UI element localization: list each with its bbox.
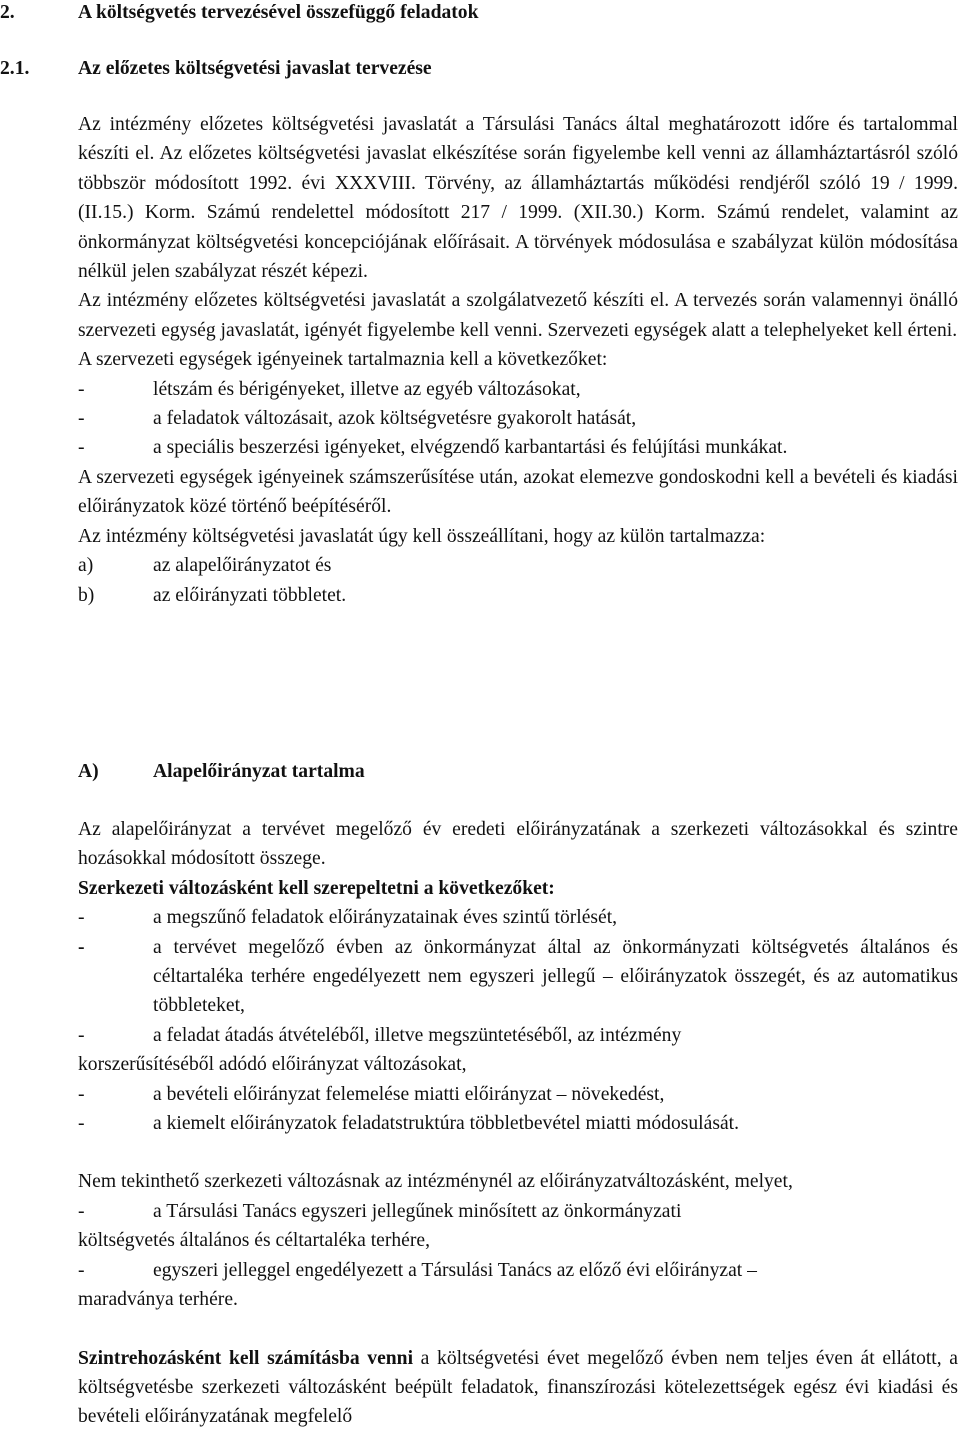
list-dash: - <box>78 1259 85 1281</box>
subsection-letter: A) <box>78 761 99 782</box>
list-item <box>78 1256 958 1315</box>
list-item <box>78 404 958 433</box>
list-item <box>78 933 958 1021</box>
list-item <box>78 1197 958 1256</box>
list-item-continuation: maradványa terhére. <box>78 1289 238 1311</box>
paragraph-requirements: A szervezeti egységek igényeinek tartalmaznia kell a következőket: <box>78 349 608 371</box>
list-item <box>78 375 958 404</box>
list-item-text: a feladatok változásait, azok költségvetésre gyakorolt hatását, <box>153 408 637 430</box>
structural-list <box>78 903 958 1138</box>
list-item-text: létszám és bérigényeket, illetve az egyéb változásokat, <box>153 378 581 400</box>
spacer <box>78 1138 958 1167</box>
paragraph-compilation: Az intézmény költségvetési javaslatát úgy kell összeállítani, hogy az külön tartalmazza: <box>78 525 766 547</box>
list-dash: - <box>78 1083 85 1105</box>
section-number: 2. <box>0 2 15 23</box>
list-item <box>78 1021 958 1080</box>
paragraph-preparer: Az intézmény előzetes költségvetési javaslatát a szolgálatvezető készíti el. A tervezés során valamennyi önálló szervezeti egység javaslatát, igényét figyelembe kell venni. Szervezeti egységek alatt a telephelyeket kell érteni. <box>78 290 958 341</box>
subsection-title: Alapelőirányzat tartalma <box>153 761 365 782</box>
alpha-item <box>78 581 958 610</box>
paragraph-not-structural: Nem tekinthető szerkezeti változásnak az intézménynél az előirányzatváltozásként, melyet, <box>78 1171 793 1193</box>
level-adjustment-text: a költségvetési évet megelőző évben nem teljes éven át ellátott, a költségvetésbe szerkezeti változásként beépült feladatok, finanszírozási kötelezettségek egész évi kiadási és bevételi előirányzatának megfelelő <box>78 1347 958 1428</box>
list-item-text: egyszeri jelleggel engedélyezett a Társulási Tanács az előző évi előirányzat – <box>153 1259 757 1281</box>
list-item-text: a tervévet megelőző évben az önkormányzat által az önkormányzati költségvetés általános és céltartaléka terhére engedélyezett nem egyszeri jellegű – előirányzatok összegét, és az automatikus többleteket, <box>153 936 958 1017</box>
list-item-first-line <box>78 1021 958 1050</box>
list-item <box>78 903 958 932</box>
subsection-heading-a <box>78 757 365 786</box>
list-item-first-line <box>78 1197 958 1226</box>
list-dash: - <box>78 1113 85 1135</box>
list-dash: - <box>78 408 85 430</box>
section-heading-2-1 <box>0 54 432 83</box>
alpha-list <box>78 551 958 610</box>
list-dash: - <box>78 907 85 929</box>
paragraph-level-adjustment <box>78 1344 958 1432</box>
alpha-item <box>78 551 958 580</box>
paragraph-base-definition: Az alapelőirányzat a tervévet megelőző év eredeti előirányzatának a szerkezeti változásokkal és szintre hozásokkal módosított összege. <box>78 819 958 870</box>
list-item-text: a bevételi előirányzat felemelése miatti előirányzat – növekedést, <box>153 1083 665 1105</box>
list-dash: - <box>78 378 85 400</box>
paragraph-structural-heading: Szerkezeti változásként kell szerepeltetni a következőket: <box>78 877 555 899</box>
list-item <box>78 433 958 462</box>
list-item-text: a Társulási Tanács egyszeri jellegűnek minősített az önkormányzati <box>153 1200 682 1222</box>
body-text-2 <box>78 815 958 1432</box>
list-item-text: a kiemelt előirányzatok feladatstruktúra többletbevétel miatti módosulását. <box>153 1113 739 1135</box>
spacer <box>78 1315 958 1344</box>
list-dash: - <box>78 437 85 459</box>
list-item-first-line <box>78 1256 958 1285</box>
list-dash: - <box>78 1200 85 1222</box>
alpha-text: az előirányzati többletet. <box>153 584 347 606</box>
list-item-continuation: költségvetés általános és céltartaléka terhére, <box>78 1230 430 1252</box>
alpha-text: az alapelőirányzatot és <box>153 555 332 577</box>
list-item <box>78 1109 958 1138</box>
list-item-text: a feladat átadás átvételéből, illetve megszüntetéséből, az intézmény <box>153 1024 682 1046</box>
list-item-text: a speciális beszerzési igényeket, elvégzendő karbantartási és felújítási munkákat. <box>153 437 788 459</box>
alpha-letter: a) <box>78 555 94 577</box>
list-dash: - <box>78 936 85 958</box>
section-heading-2 <box>0 0 479 27</box>
body-text <box>78 110 958 610</box>
section-title: A költségvetés tervezésével összefüggő feladatok <box>78 2 479 23</box>
list-item-continuation: korszerűsítéséből adódó előirányzat változásokat, <box>78 1054 467 1076</box>
exceptions-list <box>78 1197 958 1315</box>
paragraph-quantification: A szervezeti egységek igényeinek számszerűsítése után, azokat elemezve gondoskodni kell a bevételi és kiadási előirányzatok közé történő beépítéséről. <box>78 466 958 518</box>
section-title: Az előzetes költségvetési javaslat tervezése <box>78 58 432 79</box>
alpha-letter: b) <box>78 584 95 606</box>
list-item <box>78 1080 958 1109</box>
section-number: 2.1. <box>0 58 30 79</box>
list-dash: - <box>78 1024 85 1046</box>
paragraph-intro: Az intézmény előzetes költségvetési javaslatát a Társulási Tanács által meghatározott időre és tartalommal készíti el. Az előzetes költségvetési javaslat elkészítése során figyelembe kell venni az államháztartásról szóló többször módosított 1992. évi XXXVIII. Törvény, az államháztartás működési rendjéről szóló 19 / 1999. (II.15.) Korm. Számú rendelettel módosított 217 / 1999. (XII.30.) Korm. Számú rendelet, valamint az önkormányzat költségvetési koncepciójának előírásait. A törvények módosulása e szabályzat külön módosítása nélkül jelen szabályzat részét képezi. <box>78 114 958 283</box>
requirements-list <box>78 375 958 463</box>
list-item-text: a megszűnő feladatok előirányzatainak éves szintű törlését, <box>153 907 618 929</box>
level-adjustment-term: Szintrehozásként kell számításba venni <box>78 1347 414 1369</box>
